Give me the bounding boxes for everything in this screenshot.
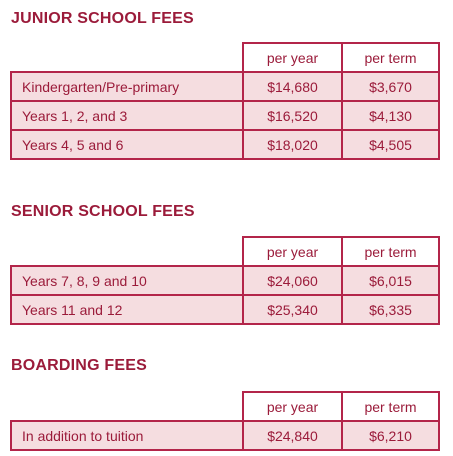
header-spacer — [11, 392, 243, 421]
row-label: Years 1, 2, and 3 — [11, 101, 243, 130]
per-term-value: $6,015 — [342, 266, 439, 295]
table-row — [11, 130, 439, 159]
senior-fees-title: SENIOR SCHOOL FEES — [11, 203, 195, 220]
per-year-header: per year — [243, 392, 342, 421]
per-term-value: $4,130 — [342, 101, 439, 130]
table-row — [11, 266, 439, 295]
table-row — [11, 101, 439, 130]
row-label: Kindergarten/Pre-primary — [11, 72, 243, 101]
per-year-value: $24,840 — [243, 421, 342, 450]
per-term-header: per term — [342, 237, 439, 266]
table-row — [11, 295, 439, 324]
table-header-row — [11, 392, 439, 421]
header-spacer — [11, 237, 243, 266]
per-term-value: $3,670 — [342, 72, 439, 101]
boarding-fees-table — [10, 391, 440, 451]
per-year-header: per year — [243, 237, 342, 266]
row-label: In addition to tuition — [11, 421, 243, 450]
per-year-value: $25,340 — [243, 295, 342, 324]
senior-fees-table — [10, 236, 440, 325]
header-spacer — [11, 43, 243, 72]
per-year-header: per year — [243, 43, 342, 72]
table-row — [11, 421, 439, 450]
per-year-value: $24,060 — [243, 266, 342, 295]
per-term-value: $4,505 — [342, 130, 439, 159]
table-header-row — [11, 237, 439, 266]
per-term-value: $6,335 — [342, 295, 439, 324]
per-term-header: per term — [342, 43, 439, 72]
row-label: Years 4, 5 and 6 — [11, 130, 243, 159]
per-term-value: $6,210 — [342, 421, 439, 450]
junior-fees-title: JUNIOR SCHOOL FEES — [11, 10, 194, 27]
per-year-value: $14,680 — [243, 72, 342, 101]
table-row — [11, 72, 439, 101]
boarding-fees-title: BOARDING FEES — [11, 357, 147, 374]
row-label: Years 11 and 12 — [11, 295, 243, 324]
junior-fees-table — [10, 42, 440, 160]
row-label: Years 7, 8, 9 and 10 — [11, 266, 243, 295]
per-year-value: $18,020 — [243, 130, 342, 159]
per-year-value: $16,520 — [243, 101, 342, 130]
per-term-header: per term — [342, 392, 439, 421]
table-header-row — [11, 43, 439, 72]
